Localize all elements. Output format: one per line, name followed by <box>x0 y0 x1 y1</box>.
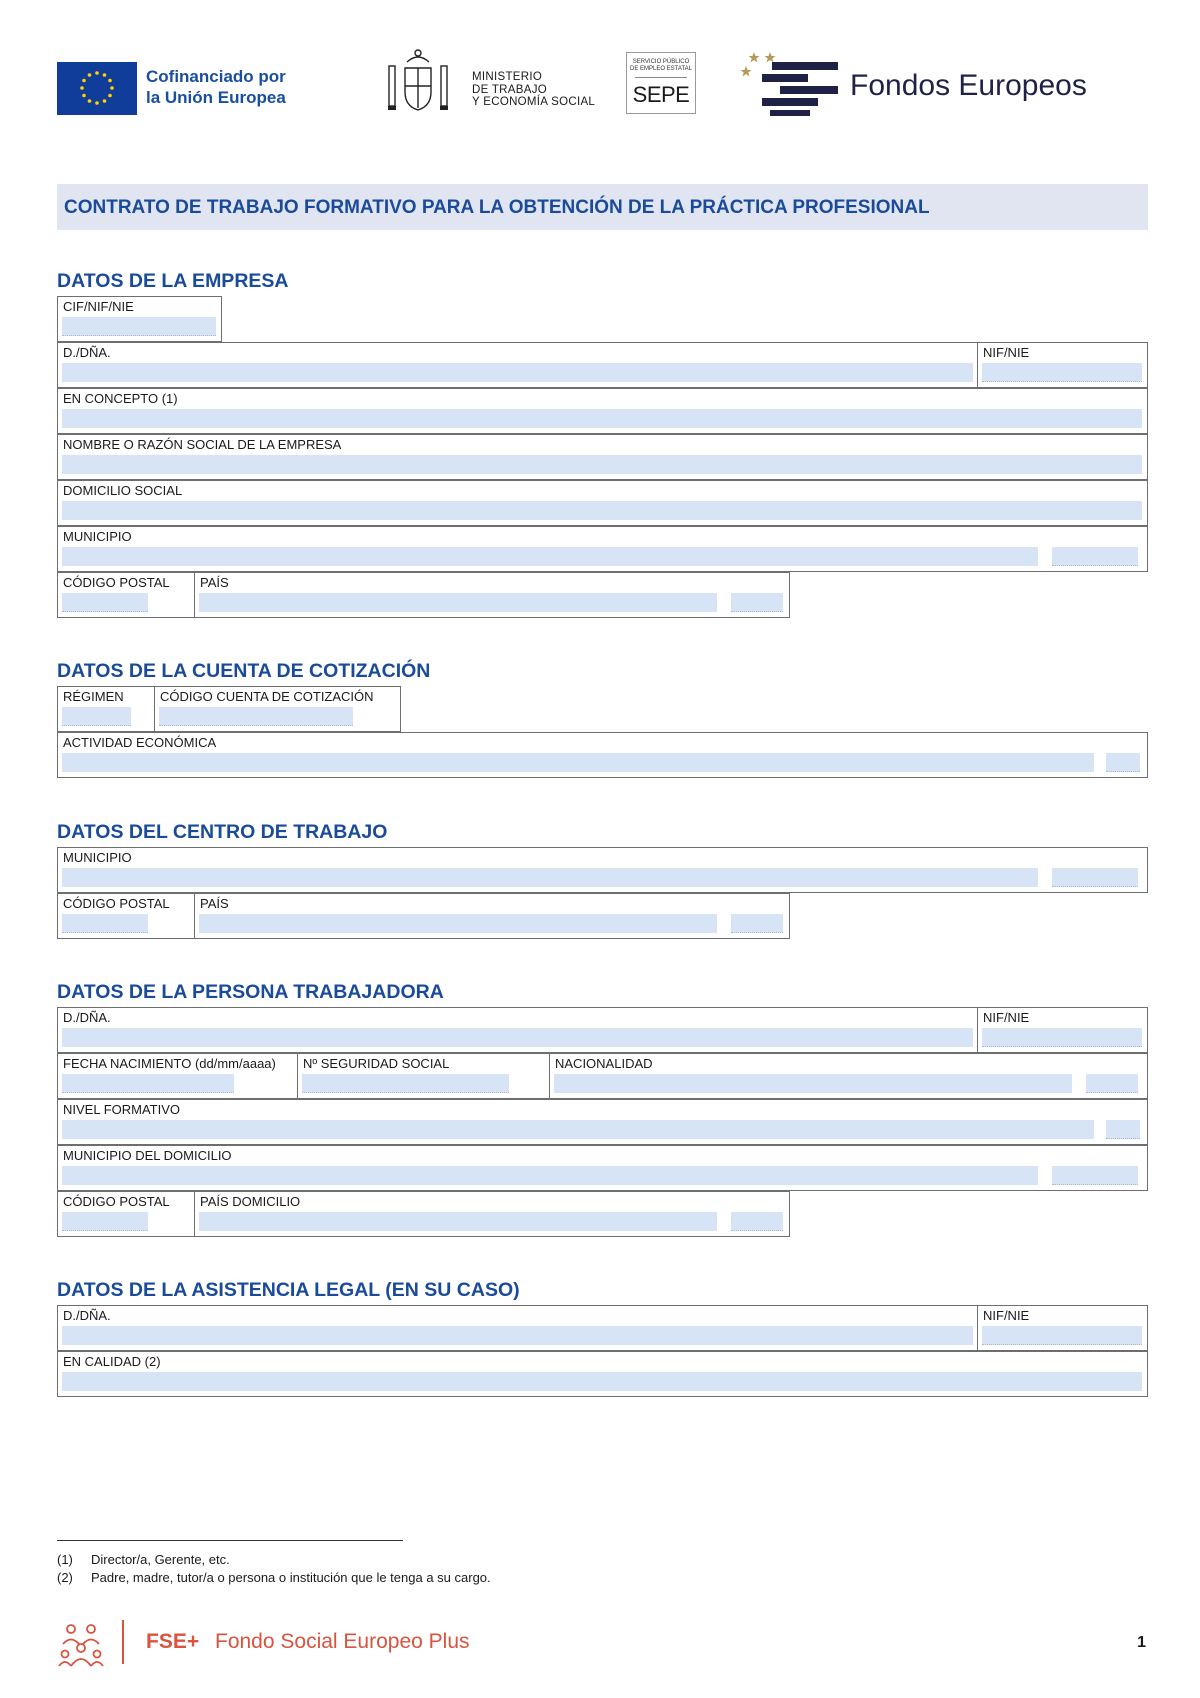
empresa-dona-cell: D./DÑA. <box>57 342 979 388</box>
asistencia-calidad-input[interactable] <box>62 1372 1142 1391</box>
centro-pais-input[interactable] <box>199 914 717 933</box>
empresa-concepto-cell: EN CONCEPTO (1) <box>57 388 1148 434</box>
footnote-2: (2) Padre, madre, tutor/a o persona o institución que le tenga a su cargo. <box>57 1570 491 1585</box>
cotizacion-ccc-cell: CÓDIGO CUENTA DE COTIZACIÓN <box>154 686 401 732</box>
empresa-dona-input[interactable] <box>62 363 973 382</box>
page-header <box>0 0 1200 140</box>
centro-municipio-code-input[interactable] <box>1052 868 1138 887</box>
section-title-asistencia: DATOS DE LA ASISTENCIA LEGAL (EN SU CASO) <box>57 1279 520 1301</box>
centro-pais-code-input[interactable] <box>731 914 783 933</box>
empresa-municipio-input[interactable] <box>62 547 1038 566</box>
trabajadora-nivel-cell: NIVEL FORMATIVO <box>57 1099 1148 1145</box>
fse-plus-label: FSE+ <box>146 1630 200 1653</box>
centro-municipio-input[interactable] <box>62 868 1038 887</box>
empresa-municipio-code-input[interactable] <box>1052 547 1138 566</box>
centro-cp-input[interactable] <box>62 914 148 933</box>
fondos-europeos-logo-icon <box>740 50 840 118</box>
eu-flag-logo <box>57 62 137 115</box>
cotizacion-actividad-code-input[interactable] <box>1106 753 1140 772</box>
ministry-name: MINISTERIO DE TRABAJO Y ECONOMÍA SOCIAL <box>472 71 596 108</box>
trabajadora-dona-input[interactable] <box>62 1028 973 1047</box>
asistencia-nif-cell: NIF/NIE <box>977 1305 1148 1351</box>
empresa-pais-code-input[interactable] <box>731 593 783 612</box>
trabajadora-nacionalidad-code-input[interactable] <box>1086 1074 1138 1093</box>
fse-people-icon <box>57 1622 105 1668</box>
section-title-empresa: DATOS DE LA EMPRESA <box>57 270 289 292</box>
empresa-cp-cell: CÓDIGO POSTAL <box>57 572 195 618</box>
trabajadora-fecha-cell: FECHA NACIMIENTO (dd/mm/aaaa) <box>57 1053 299 1099</box>
empresa-razon-social-input[interactable] <box>62 455 1142 474</box>
trabajadora-nivel-input[interactable] <box>62 1120 1094 1139</box>
sepe-logo: SERVICIO PÚBLICO DE EMPLEO ESTATAL SEPE <box>626 52 696 114</box>
asistencia-calidad-cell: EN CALIDAD (2) <box>57 1351 1148 1397</box>
cotizacion-ccc-input[interactable] <box>159 707 353 726</box>
trabajadora-nif-cell: NIF/NIE <box>977 1007 1148 1053</box>
empresa-cp-input[interactable] <box>62 593 148 612</box>
trabajadora-municipio-input[interactable] <box>62 1166 1038 1185</box>
fse-program-name: Fondo Social Europeo Plus <box>215 1630 470 1653</box>
empresa-razon-social-cell: NOMBRE O RAZÓN SOCIAL DE LA EMPRESA <box>57 434 1148 480</box>
section-title-trabajadora: DATOS DE LA PERSONA TRABAJADORA <box>57 981 444 1003</box>
section-title-cotizacion: DATOS DE LA CUENTA DE COTIZACIÓN <box>57 660 431 682</box>
empresa-domicilio-cell: DOMICILIO SOCIAL <box>57 480 1148 526</box>
trabajadora-dona-cell: D./DÑA. <box>57 1007 979 1053</box>
trabajadora-nif-input[interactable] <box>982 1028 1142 1047</box>
centro-municipio-cell: MUNICIPIO <box>57 847 1148 893</box>
trabajadora-cp-input[interactable] <box>62 1212 148 1231</box>
section-title-centro: DATOS DEL CENTRO DE TRABAJO <box>57 821 388 843</box>
empresa-domicilio-input[interactable] <box>62 501 1142 520</box>
empresa-cif-cell: CIF/NIF/NIE <box>57 296 222 342</box>
asistencia-nif-input[interactable] <box>982 1326 1142 1345</box>
trabajadora-nss-input[interactable] <box>302 1074 509 1093</box>
asistencia-dona-cell: D./DÑA. <box>57 1305 979 1351</box>
empresa-concepto-input[interactable] <box>62 409 1142 428</box>
eu-cofinanced-text: Cofinanciado por la Unión Europea <box>146 67 286 107</box>
empresa-nif-cell: NIF/NIE <box>977 342 1148 388</box>
document-title: CONTRATO DE TRABAJO FORMATIVO PARA LA OBTENCIÓN DE LA PRÁCTICA PROFESIONAL <box>64 197 930 218</box>
centro-pais-cell: PAÍS <box>194 893 790 939</box>
cotizacion-actividad-input[interactable] <box>62 753 1094 772</box>
cotizacion-regimen-cell: RÉGIMEN <box>57 686 155 732</box>
spain-coat-of-arms-icon <box>385 46 451 116</box>
empresa-pais-input[interactable] <box>199 593 717 612</box>
trabajadora-pais-input[interactable] <box>199 1212 717 1231</box>
trabajadora-municipio-code-input[interactable] <box>1052 1166 1138 1185</box>
empresa-municipio-cell: MUNICIPIO <box>57 526 1148 572</box>
trabajadora-nacionalidad-input[interactable] <box>554 1074 1072 1093</box>
empresa-cif-input[interactable] <box>62 317 216 336</box>
trabajadora-nacionalidad-cell: NACIONALIDAD <box>549 1053 1148 1099</box>
footnote-divider <box>57 1540 403 1541</box>
empresa-pais-cell: PAÍS <box>194 572 790 618</box>
trabajadora-nivel-code-input[interactable] <box>1106 1120 1140 1139</box>
trabajadora-pais-code-input[interactable] <box>731 1212 783 1231</box>
footnote-1: (1) Director/a, Gerente, etc. <box>57 1552 230 1567</box>
trabajadora-nss-cell: Nº SEGURIDAD SOCIAL <box>297 1053 551 1099</box>
empresa-nif-input[interactable] <box>982 363 1142 382</box>
asistencia-dona-input[interactable] <box>62 1326 973 1345</box>
trabajadora-municipio-cell: MUNICIPIO DEL DOMICILIO <box>57 1145 1148 1191</box>
centro-cp-cell: CÓDIGO POSTAL <box>57 893 195 939</box>
fondos-europeos-text: Fondos Europeos <box>850 69 1087 102</box>
eu-stars-icon <box>57 62 137 115</box>
document-title-banner <box>57 184 1148 230</box>
cotizacion-regimen-input[interactable] <box>62 707 131 726</box>
cotizacion-actividad-cell: ACTIVIDAD ECONÓMICA <box>57 732 1148 778</box>
trabajadora-cp-cell: CÓDIGO POSTAL <box>57 1191 195 1237</box>
trabajadora-fecha-input[interactable] <box>62 1074 234 1093</box>
footer-divider <box>122 1620 124 1664</box>
trabajadora-pais-cell: PAÍS DOMICILIO <box>194 1191 790 1237</box>
page-number: 1 <box>1137 1634 1146 1651</box>
